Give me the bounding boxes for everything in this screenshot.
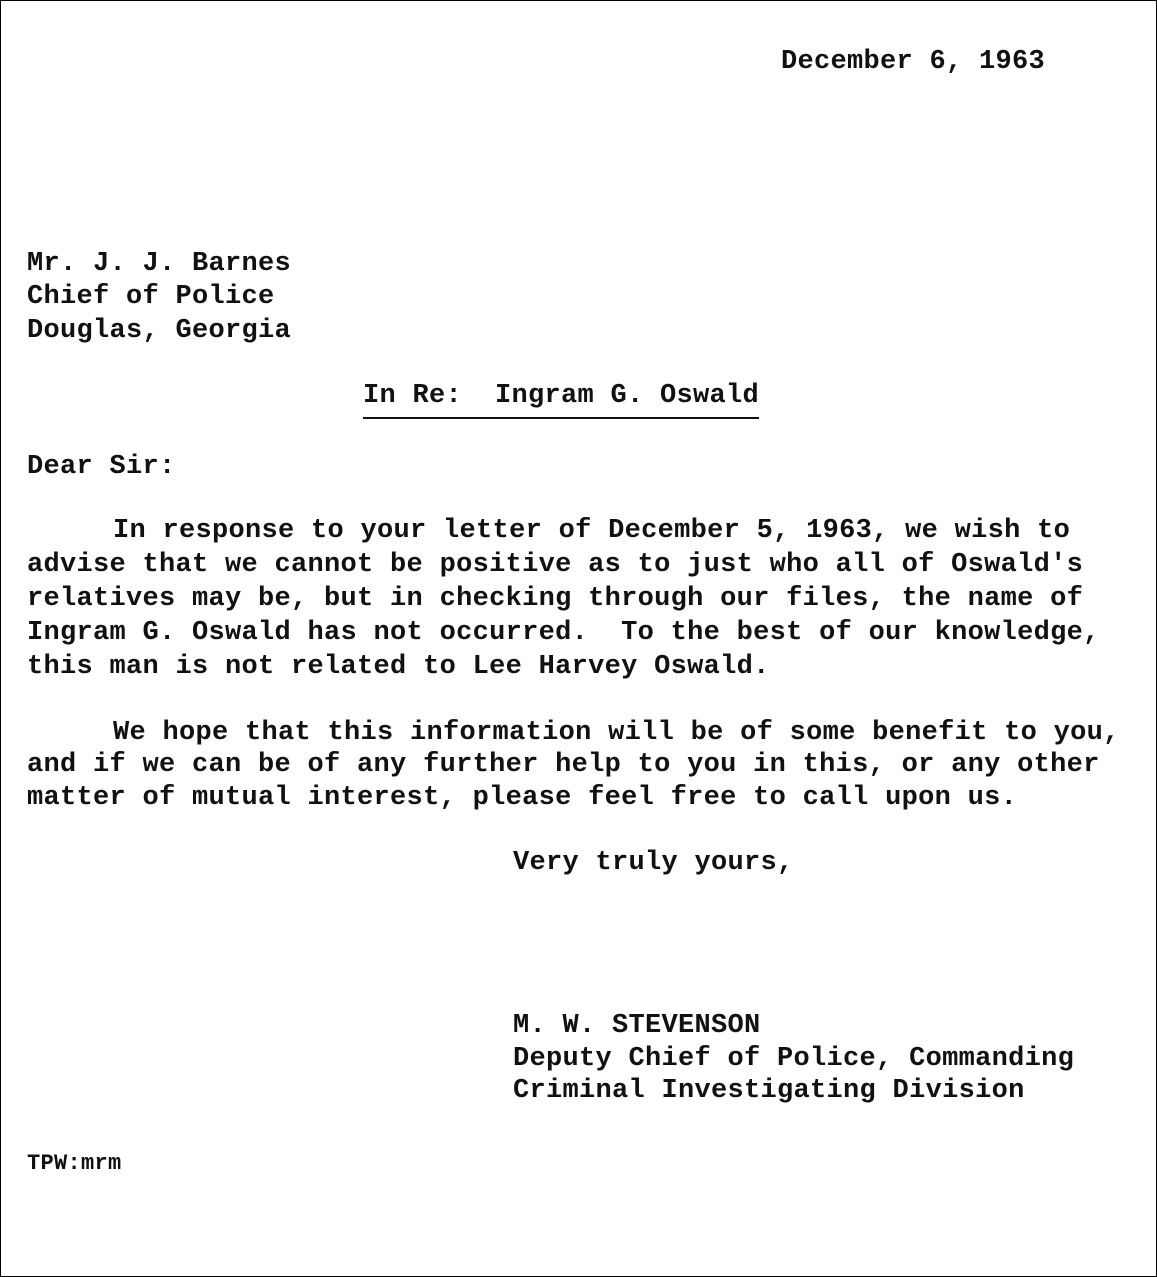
signatory-division: Criminal Investigating Division [513, 1076, 1025, 1106]
letter-date: December 6, 1963 [781, 47, 1046, 77]
addressee-name: Mr. J. J. Barnes [27, 249, 292, 279]
signatory-name: M. W. STEVENSON [513, 1011, 761, 1041]
addressee-location: Douglas, Georgia [27, 316, 292, 346]
signatory-title: Deputy Chief of Police, Commanding [513, 1044, 1075, 1074]
paragraph1-line: advise that we cannot be positive as to just who all of Oswald's [27, 550, 1084, 580]
paragraph2-line: matter of mutual interest, please feel free to call upon us. [27, 783, 1018, 813]
paragraph1-line: relatives may be, but in checking through our files, the name of [27, 584, 1084, 614]
paragraph1-line: In response to your letter of December 5, 1963, we wish to [113, 516, 1071, 546]
paragraph2-line: We hope that this information will be of some benefit to you, [113, 718, 1120, 748]
subject-line: In Re: Ingram G. Oswald [363, 379, 759, 419]
paragraph1-line: Ingram G. Oswald has not occurred. To the best of our knowledge, [27, 618, 1100, 648]
paragraph2-line: and if we can be of any further help to you in this, or any other [27, 750, 1100, 780]
paragraph1-line: this man is not related to Lee Harvey Oswald. [27, 652, 770, 682]
addressee-title: Chief of Police [27, 282, 275, 312]
typist-initials: TPW:mrm [27, 1151, 122, 1176]
closing: Very truly yours, [513, 848, 794, 878]
salutation: Dear Sir: [27, 452, 176, 482]
